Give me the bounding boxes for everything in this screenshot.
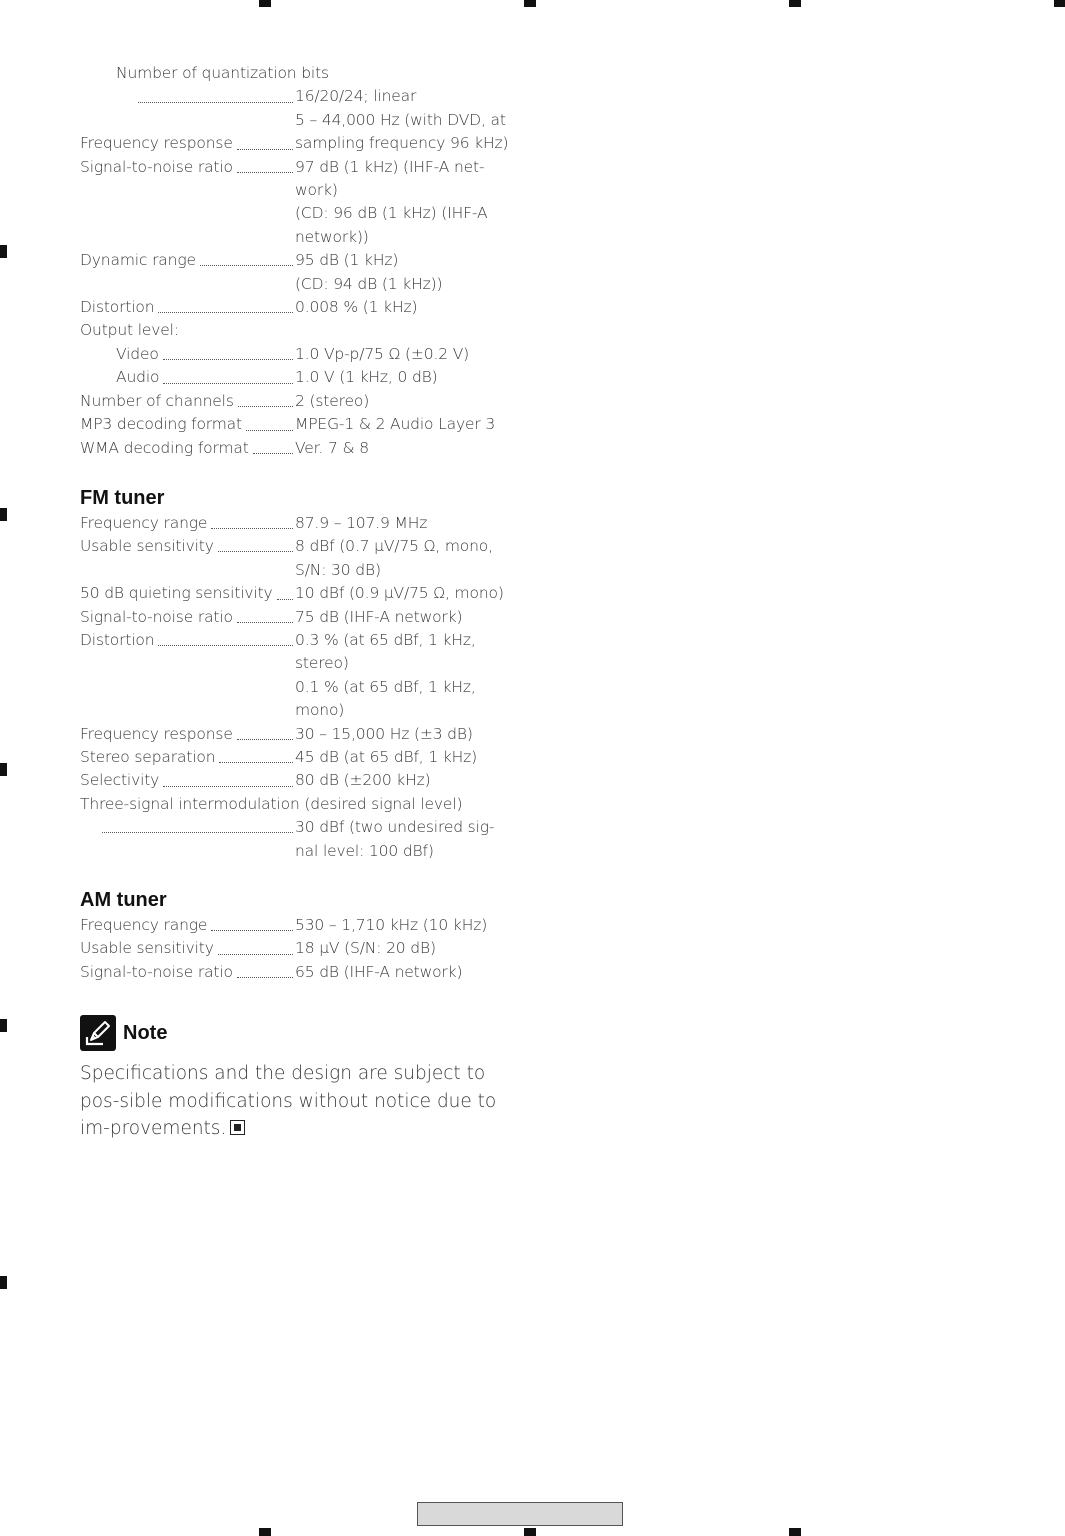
dot-leader (138, 102, 293, 103)
spec-value: 1.0 V (1 kHz, 0 dB) (295, 368, 438, 387)
dot-leader (237, 977, 293, 978)
dot-leader (158, 645, 293, 646)
spec-label: Frequency range (80, 916, 208, 934)
spec-value: 45 dB (at 65 dBf, 1 kHz) (295, 747, 478, 766)
spec-value: 10 dBf (0.9 μV/75 Ω, mono) (295, 584, 504, 603)
spec-row-frequency-response (80, 109, 520, 156)
dot-leader (218, 551, 293, 552)
spec-row-fm-frequency-range (80, 512, 520, 535)
registration-mark-left-5 (0, 1276, 7, 1289)
dot-leader (246, 430, 293, 431)
dot-leader (237, 149, 293, 150)
note-block (80, 1015, 520, 1143)
dot-leader (102, 832, 293, 833)
spec-row-dynamic-range (80, 249, 520, 296)
spec-label: Signal-to-noise ratio (80, 962, 233, 981)
spec-row-am-signal-to-noise (80, 961, 520, 984)
spec-value: MPEG-1 & 2 Audio Layer 3 (295, 415, 496, 434)
registration-mark-bottom-1 (259, 1528, 271, 1536)
dot-leader (163, 383, 293, 384)
spec-row-fm-selectivity (80, 769, 520, 792)
spec-row-am-frequency-range (80, 914, 520, 937)
spec-value: 1.0 Vp-p/75 Ω (±0.2 V) (295, 344, 470, 363)
spec-row-distortion (80, 296, 520, 319)
spec-value: 530 – 1,710 kHz (10 kHz) (295, 916, 488, 934)
note-header (80, 1015, 520, 1051)
spec-row-audio (80, 366, 520, 389)
spec-value: work) (295, 181, 338, 200)
spec-label: Dynamic range (80, 251, 196, 270)
registration-mark-top-3 (789, 0, 801, 7)
spec-label: Distortion (80, 630, 155, 649)
registration-mark-top-4 (1054, 0, 1065, 7)
registration-mark-left-2 (0, 508, 7, 521)
pencil-note-icon (80, 1015, 116, 1051)
spec-label-output-level: Output level: (80, 321, 179, 340)
am-tuner-specs (80, 914, 520, 984)
spec-label: Distortion (80, 298, 155, 317)
dot-leader (237, 622, 293, 623)
spec-value: 75 dB (IHF-A network) (295, 607, 463, 626)
dot-leader (238, 406, 293, 407)
spec-value: 2 (stereo) (295, 391, 370, 410)
registration-mark-bottom-2 (524, 1528, 536, 1536)
registration-mark-left-1 (0, 245, 7, 258)
dot-leader (163, 786, 293, 787)
spec-label: Frequency response (80, 134, 233, 153)
spec-label: Selectivity (80, 771, 160, 790)
spec-label: Stereo separation (80, 747, 216, 766)
player-specs (80, 62, 520, 460)
dot-leader (218, 954, 293, 955)
spec-row-fm-signal-to-noise (80, 606, 520, 629)
spec-value: 16/20/24; linear (295, 87, 417, 106)
spec-row-fm-distortion (80, 629, 520, 723)
spec-value: 97 dB (1 kHz) (IHF-A net- (295, 157, 485, 176)
spec-value: 65 dB (IHF-A network) (295, 962, 463, 981)
note-text-body: Specifications and the design are subject to pos-sible modifications without notice due to im-provements. (80, 1063, 497, 1140)
end-of-section-icon (230, 1120, 245, 1135)
spec-value: (CD: 96 dB (1 kHz) (IHF-A (295, 204, 488, 223)
section-heading-fm-tuner: FM tuner (80, 486, 165, 509)
spec-value: 18 μV (S/N: 20 dB) (295, 939, 436, 958)
section-heading-am-tuner: AM tuner (80, 889, 167, 911)
spec-label: 50 dB quieting sensitivity (80, 584, 273, 603)
dot-leader (200, 265, 293, 266)
spec-row-video (80, 343, 520, 366)
dot-leader (211, 528, 293, 529)
spec-label: WMA decoding format (80, 438, 249, 457)
spec-value: 87.9 – 107.9 MHz (295, 513, 428, 532)
spec-row-signal-to-noise (80, 156, 520, 250)
spec-value: 8 dBf (0.7 μV/75 Ω, mono, (295, 537, 493, 556)
spec-label: Usable sensitivity (80, 537, 214, 556)
spec-value: 0.008 % (1 kHz) (295, 298, 418, 317)
spec-label: Audio (116, 368, 160, 387)
spec-label: Frequency range (80, 513, 208, 532)
spec-value: nal level: 100 dBf) (295, 841, 434, 860)
dot-leader (211, 930, 293, 931)
note-title: Note (123, 1021, 168, 1044)
note-text (80, 1060, 510, 1143)
spec-row-fm-intermodulation-value (80, 816, 520, 863)
spec-label: MP3 decoding format (80, 415, 242, 434)
dot-leader (163, 359, 293, 360)
spec-row-quantization-bits (80, 85, 520, 108)
spec-row-fm-frequency-response (80, 723, 520, 746)
dot-leader (158, 312, 293, 313)
pencil-note-icon-svg (83, 1018, 113, 1048)
spec-value: network)) (295, 227, 369, 246)
spec-row-mp3-decoding (80, 413, 520, 436)
spec-value: (CD: 94 dB (1 kHz)) (295, 274, 443, 293)
spec-label-three-signal-intermodulation: Three-signal intermodulation (desired signal level) (80, 794, 463, 813)
specifications-content (80, 62, 520, 1143)
spec-label: Signal-to-noise ratio (80, 607, 233, 626)
spec-value: 0.1 % (at 65 dBf, 1 kHz, (295, 677, 476, 696)
registration-mark-top-2 (524, 0, 536, 7)
dot-leader (237, 172, 293, 173)
spec-row-am-usable-sensitivity (80, 937, 520, 960)
fm-tuner-specs (80, 512, 520, 863)
spec-value: mono) (295, 701, 345, 720)
dot-leader (237, 739, 293, 740)
dot-leader (277, 599, 293, 600)
spec-row-fm-stereo-separation (80, 746, 520, 769)
dot-leader (253, 453, 293, 454)
spec-label-quantization-bits: Number of quantization bits (116, 64, 329, 82)
spec-label: Usable sensitivity (80, 939, 214, 958)
spec-value: Ver. 7 & 8 (295, 438, 369, 457)
spec-label: Number of channels (80, 391, 234, 410)
page-number-box (417, 1502, 623, 1526)
spec-row-number-of-channels (80, 390, 520, 413)
spec-value: sampling frequency 96 kHz) (295, 134, 509, 153)
spec-label: Signal-to-noise ratio (80, 157, 233, 176)
spec-label: Frequency response (80, 724, 233, 743)
spec-value: 0.3 % (at 65 dBf, 1 kHz, (295, 630, 476, 649)
registration-mark-bottom-3 (789, 1528, 801, 1536)
registration-mark-top-1 (259, 0, 271, 7)
spec-row-fm-quieting-sensitivity (80, 582, 520, 605)
spec-row-wma-decoding (80, 437, 520, 460)
spec-value: 80 dB (±200 kHz) (295, 771, 431, 790)
spec-label: Video (116, 344, 159, 363)
spec-value: 95 dB (1 kHz) (295, 251, 399, 270)
spec-value: stereo) (295, 654, 349, 673)
registration-mark-left-3 (0, 763, 7, 776)
spec-value: 30 dBf (two undesired sig- (295, 818, 495, 837)
spec-value: S/N: 30 dB) (295, 560, 381, 579)
spec-value: 30 – 15,000 Hz (±3 dB) (295, 724, 473, 743)
dot-leader (219, 762, 293, 763)
spec-value: 5 – 44,000 Hz (with DVD, at (295, 110, 506, 129)
spec-row-fm-usable-sensitivity (80, 535, 520, 582)
registration-mark-left-4 (0, 1019, 7, 1032)
